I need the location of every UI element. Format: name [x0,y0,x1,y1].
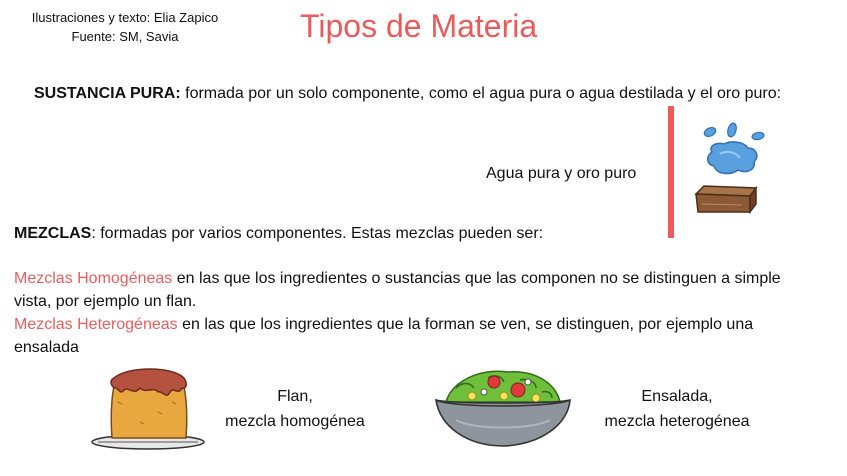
water-drops-icon [690,120,774,182]
flan-caption [215,384,375,434]
gold-bar-icon [692,182,760,216]
credits [18,8,232,46]
homogeneas-text: en las que los ingredientes o sustancias que las componen no se distinguen a simple [172,270,781,287]
sustancia-pura-label: SUSTANCIA PURA: [34,85,181,102]
sustancia-pura-text: formada por un solo componente, como el agua pura o agua destilada y el oro puro: [180,85,782,102]
salad-caption [592,384,762,434]
page-title: Tipos de Materia [300,8,538,44]
sustancia-pura-paragraph [34,82,781,105]
mezclas-text: : formadas por varios componentes. Estas mezclas pueden ser: [91,225,544,242]
heterogeneas-line-2: ensalada [14,339,79,356]
homogeneas-line-2: vista, por ejemplo un flan. [14,293,197,310]
credit-source: Fuente: SM, Savia [71,29,179,44]
salad-bowl-illustration [432,358,574,454]
salad-caption-subtitle: mezcla heterogénea [604,413,750,430]
red-divider-bar [668,106,674,238]
mezclas-label: MEZCLAS [14,225,92,242]
credit-author: Ilustraciones y texto: Elia Zapico [31,10,219,25]
flan-caption-title: Flan, [277,388,313,405]
homogeneas-line-1 [14,267,781,290]
water-gold-caption: Agua pura y oro puro [486,165,637,182]
salad-caption-title: Ensalada, [641,388,713,405]
heterogeneas-text: en las que los ingredientes que la forman se ven, se distinguen, por ejemplo una [177,316,754,333]
heterogeneas-line-1 [14,313,753,336]
flan-illustration [88,362,208,454]
homogeneas-label: Mezclas Homogéneas [14,270,173,287]
flan-caption-subtitle: mezcla homogénea [225,413,365,430]
heterogeneas-label: Mezclas Heterogéneas [14,316,178,333]
mezclas-paragraph [14,222,543,245]
